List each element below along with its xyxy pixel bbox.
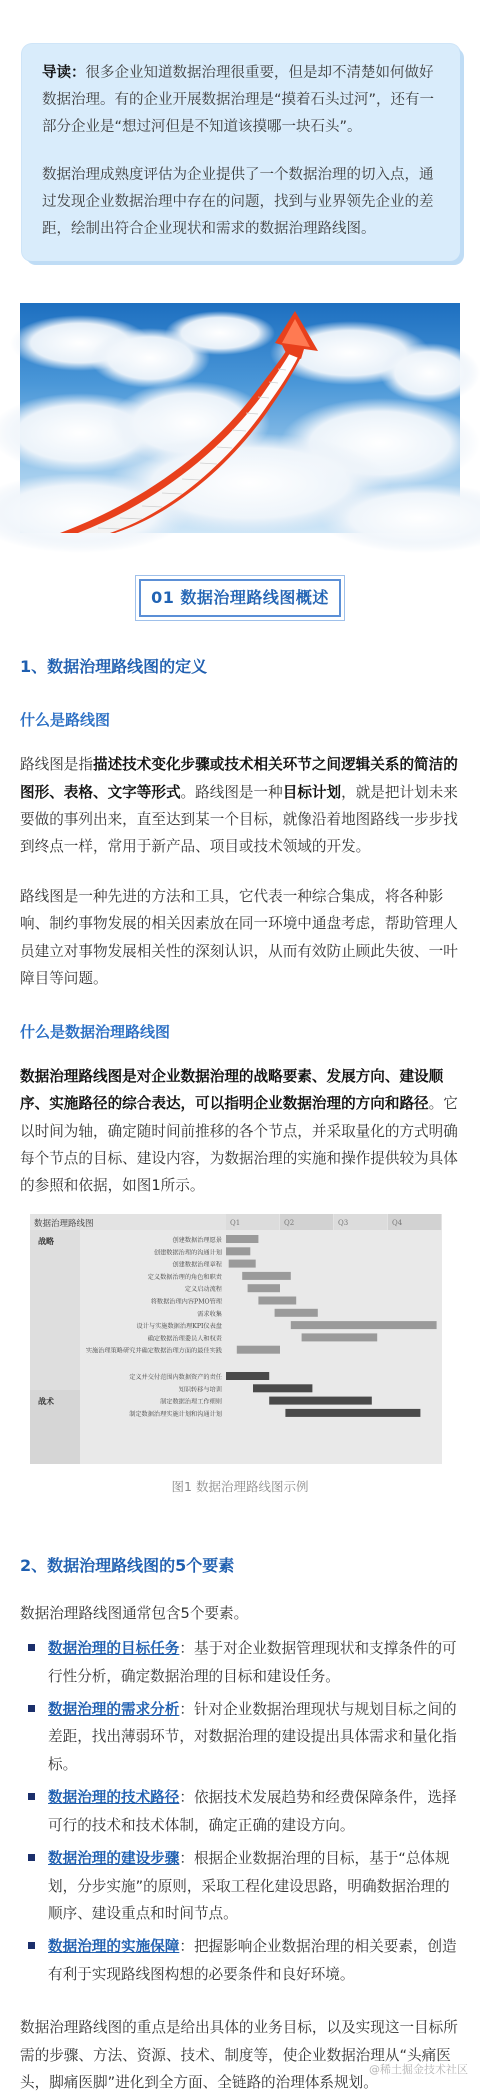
list-item-text: ：基于对企业数据管理现状和支撑条件的可行性分析，确定数据治理的目标和建设任务。 (48, 1640, 457, 1685)
text-span: ，就是把计划未来要做的事列出来，直至达到某一个目标，就像沿着地图路线一步步找到终点一样，常用于新产品、项目或技术领域的开发。 (20, 783, 458, 856)
task-bar (285, 1409, 420, 1417)
task-label: 制定数据治理实施计划和沟通计划 (129, 1410, 222, 1418)
section-title-overview: 01 数据治理路线图概述 (139, 579, 341, 617)
list-item (40, 1845, 460, 1927)
list-item-text: ：根据企业数据治理的目标，基于“总体规划，分步实施”的原则，采取工程化建设思路，明确数据治理的顺序、建设重点和时间节点。 (48, 1850, 450, 1922)
group-strategy-band (30, 1230, 80, 1390)
roadmap-figure (30, 1214, 442, 1464)
task-bar (226, 1247, 250, 1255)
watermark: @稀土掘金技术社区 (369, 2062, 468, 2076)
list-item-key: 数据治理的需求分析 (48, 1701, 180, 1718)
task-bar (226, 1235, 258, 1243)
list-item (40, 1696, 460, 1778)
list-item-text: ：依据技术发展趋势和经费保障条件，选择可行的技术和技术体制，确定正确的建设方向。 (48, 1789, 457, 1834)
list-item-key: 数据治理的实施保障 (48, 1938, 180, 1956)
intro-paragraph-2: 数据治理成熟度评估为企业提供了一个数据治理的切入点，通过发现企业数据治理中存在的问题，找到与业界领先企业的差距，绘制出符合企业现状和需求的数据治理路线图。 (42, 167, 434, 238)
list-item-key: 数据治理的目标任务 (48, 1640, 180, 1658)
task-bar (229, 1259, 256, 1267)
figure-caption: 图1 数据治理路线图示例 (171, 1478, 309, 1494)
list-item-key: 数据治理的建设步骤 (48, 1850, 180, 1868)
text-span: 。路线图是一种 (180, 783, 283, 801)
paragraph-closing: 数据治理路线图的重点是给出具体的业务目标，以及实现这一目标所需的步骤、方法、资源、技术、制度等，使企业数据治理从“头痛医头，脚痛医脚”进化到全方面、全链路的治理体系规划。 (20, 2019, 458, 2092)
task-label: 实施治理策略研究并确定数据治理方面的最佳实践 (85, 1347, 222, 1355)
hero-image (20, 303, 460, 533)
paragraph-roadmap-method: 路线图是一种先进的方法和工具，它代表一种综合集成，将各种影响、制约事物发展的相关因素放在同一环境中通盘考虑，帮助管理人员建立对事物发展相关性的深刻认识，从而有效防止顾此失彼、一叶障目等问题。 (20, 887, 458, 988)
task-label: 定义数据治理的角色和职责 (147, 1273, 222, 1281)
section-title-wrap (0, 579, 480, 617)
group-strategy-label: 战略 (38, 1236, 54, 1246)
list-item (40, 1933, 460, 1988)
roadmap-gantt (30, 1214, 442, 1464)
task-label: 制定数据治理工作细则 (160, 1398, 222, 1406)
list-item-text: ：针对企业数据治理现状与规划目标之间的差距，找出薄弱环节，对数据治理的建设提出具体需求和量化指标。 (48, 1701, 457, 1773)
task-bar (258, 1296, 296, 1304)
list-item (40, 1635, 460, 1690)
task-bar (291, 1321, 437, 1329)
intro-paragraph-1 (42, 60, 442, 140)
task-bar (248, 1284, 280, 1292)
task-bar (226, 1372, 269, 1380)
paragraph-roadmap-definition (20, 751, 460, 861)
quarter-label: Q2 (284, 1218, 295, 1227)
task-label: 需求收集 (197, 1310, 222, 1318)
quarter-label: Q1 (230, 1218, 241, 1227)
task-label: 设计与实施数据治理KPI仪表盘 (136, 1322, 222, 1330)
task-label: 确定数据治理委员人和权责 (147, 1335, 222, 1343)
article-page (0, 44, 480, 2092)
heading-what-is-roadmap: 什么是路线图 (20, 710, 111, 729)
text-span: 路线图是指 (20, 756, 93, 774)
task-bar (302, 1333, 378, 1341)
heading-five-elements: 2、数据治理路线图的5个要素 (20, 1555, 235, 1575)
bold-span: 数据治理路线图是对企业数据治理的战略要素、发展方向、建设顺序、实施路径的综合表达，可以指明企业数据治理的方向和路径 (20, 1067, 444, 1113)
figure-title: 数据治理路线图 (34, 1218, 94, 1229)
list-item-text: ：把握影响企业数据治理的相关要素，创造有利于实现路线图构想的必要条件和良好环境。 (48, 1938, 457, 1983)
heading-definition: 1、数据治理路线图的定义 (20, 656, 208, 676)
sky-stairs-arrow-illustration (20, 303, 460, 533)
quarter-label: Q4 (392, 1218, 403, 1227)
task-bar (242, 1272, 291, 1280)
task-label: 创建数据治理的沟通计划 (153, 1249, 222, 1257)
task-bar (253, 1384, 312, 1392)
task-label: 将数据治理内容PMO管理 (150, 1298, 222, 1306)
bold-span: 目标计划 (282, 783, 342, 801)
task-bar (275, 1309, 318, 1317)
task-label: 创建数据治理章程 (172, 1261, 222, 1269)
text-span: 。它以时间为轴，确定随时间前推移的各个节点，并采取量化的方式明确每个节点的目标、建设内容，为数据治理的实施和操作提供较为具体的参照和依据，如图1所示。 (20, 1095, 458, 1195)
bold-span: 描述技术变化步骤或技术相关环节之间逻辑关系的简洁的图形、表格、文字等形式 (20, 756, 458, 801)
intro-box (22, 44, 460, 261)
task-bar (269, 1396, 372, 1404)
five-elements-list (40, 1635, 460, 1988)
group-tech-label: 战术 (38, 1396, 54, 1406)
paragraph-dg-roadmap (20, 1063, 460, 1200)
task-label: 定义启动流程 (184, 1286, 222, 1294)
list-item (40, 1784, 460, 1839)
intro-lead-text: 很多企业知道数据治理很重要，但是却不清楚如何做好数据治理。有的企业开展数据治理是“摸着石头过河”，还有一部分企业是“想过河但是不知道该摸哪一块石头”。 (42, 65, 435, 135)
task-bar (237, 1346, 280, 1354)
heading-what-is-dg-roadmap: 什么是数据治理路线图 (20, 1022, 171, 1041)
quarter-label: Q3 (338, 1218, 349, 1227)
task-label: 知识转移与培训 (178, 1386, 222, 1394)
paragraph-five-elements-intro: 数据治理路线图通常包含5个要素。 (20, 1604, 249, 1622)
task-label: 创建数据治理愿景 (172, 1236, 222, 1244)
intro-lead-label: 导读： (42, 65, 86, 81)
list-item-key: 数据治理的技术路径 (48, 1789, 180, 1807)
task-label: 定义并交付范围内数据资产的责任 (129, 1373, 222, 1381)
